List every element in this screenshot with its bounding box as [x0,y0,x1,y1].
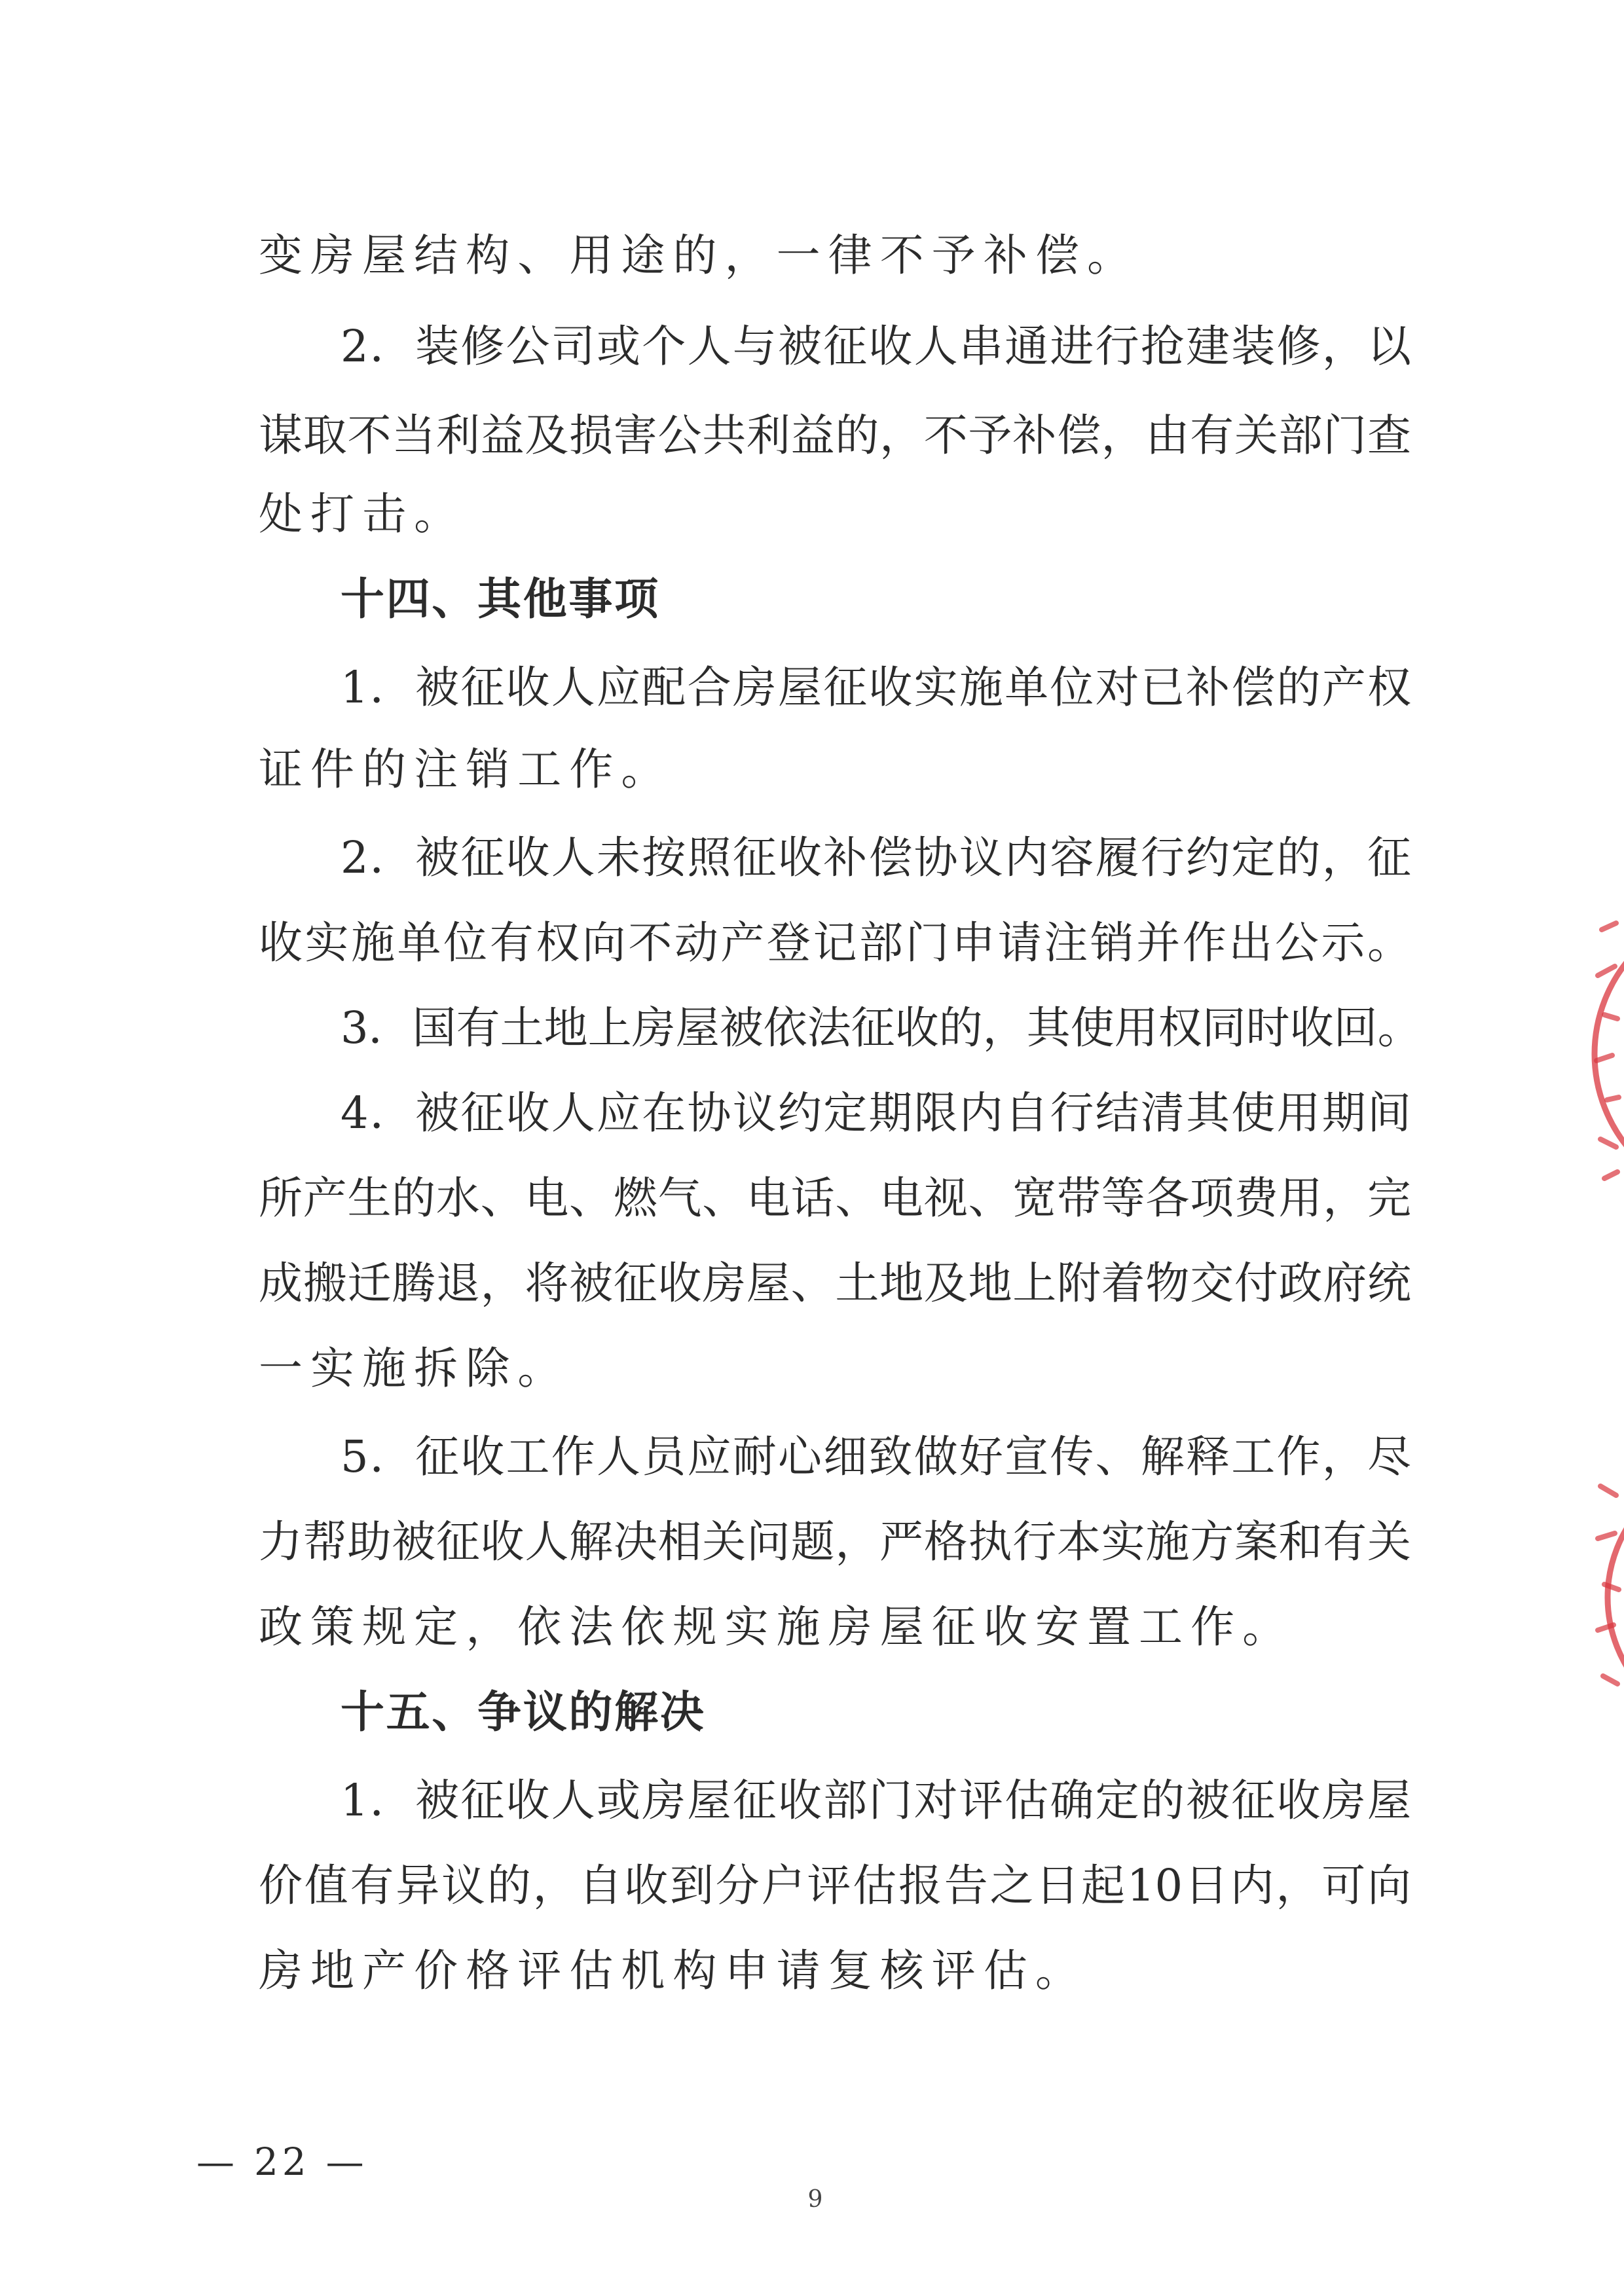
text-line-13: 成搬迁腾退，将被征收房屋、土地及地上附着物交付政府统 [259,1258,1411,1309]
seal-edge-lower-icon [1578,1460,1624,1735]
text-line-21: 房地产价格评估机构申请复核评估。 [259,1945,1087,1996]
text-line-10: 3．国有土地上房屋被依法征收的，其使用权同时收回。 [341,1002,1422,1053]
text-line-17: 政策规定，依法依规实施房屋征收安置工作。 [259,1601,1295,1652]
text-line-12: 所产生的水、电、燃气、电话、电视、宽带等各项费用，完 [259,1173,1411,1224]
text-line-4: 处打击。 [259,488,466,539]
text-line-20: 价值有异议的，自收到分户评估报告之日起10日内，可向 [259,1860,1411,1911]
section-heading-14: 十四、其他事项 [341,574,660,625]
text-line-19: 1．被征收人或房屋征收部门对评估确定的被征收房屋 [341,1775,1411,1826]
text-line-15: 5．征收工作人员应耐心细致做好宣传、解释工作，尽 [341,1431,1411,1482]
text-line-6: 1．被征收人应配合房屋征收实施单位对已补偿的产权 [341,662,1411,713]
text-line-3: 谋取不当利益及损害公共利益的，不予补偿，由有关部门查 [259,410,1411,461]
page-number: — 22 — [196,2140,368,2184]
text-line-2: 2．装修公司或个人与被征收人串通进行抢建装修，以 [341,321,1411,372]
footer-number: 9 [807,2186,823,2213]
text-line-7: 证件的注销工作。 [259,744,673,795]
text-line-9: 收实施单位有权向不动产登记部门申请注销并作出公示。 [259,917,1411,968]
text-line-16: 力帮助被征收人解决相关问题，严格执行本实施方案和有关 [259,1516,1411,1567]
section-heading-15: 十五、争议的解决 [341,1686,706,1738]
text-line-11: 4．被征收人应在协议约定期限内自行结清其使用期间 [341,1087,1411,1139]
text-line-14: 一实施拆除。 [259,1343,570,1394]
seal-edge-upper-icon [1578,903,1624,1205]
text-line-8: 2．被征收人未按照征收补偿协议内容履行约定的，征 [341,832,1411,883]
text-line-1: 变房屋结构、用途的，一律不予补偿。 [259,230,1139,281]
